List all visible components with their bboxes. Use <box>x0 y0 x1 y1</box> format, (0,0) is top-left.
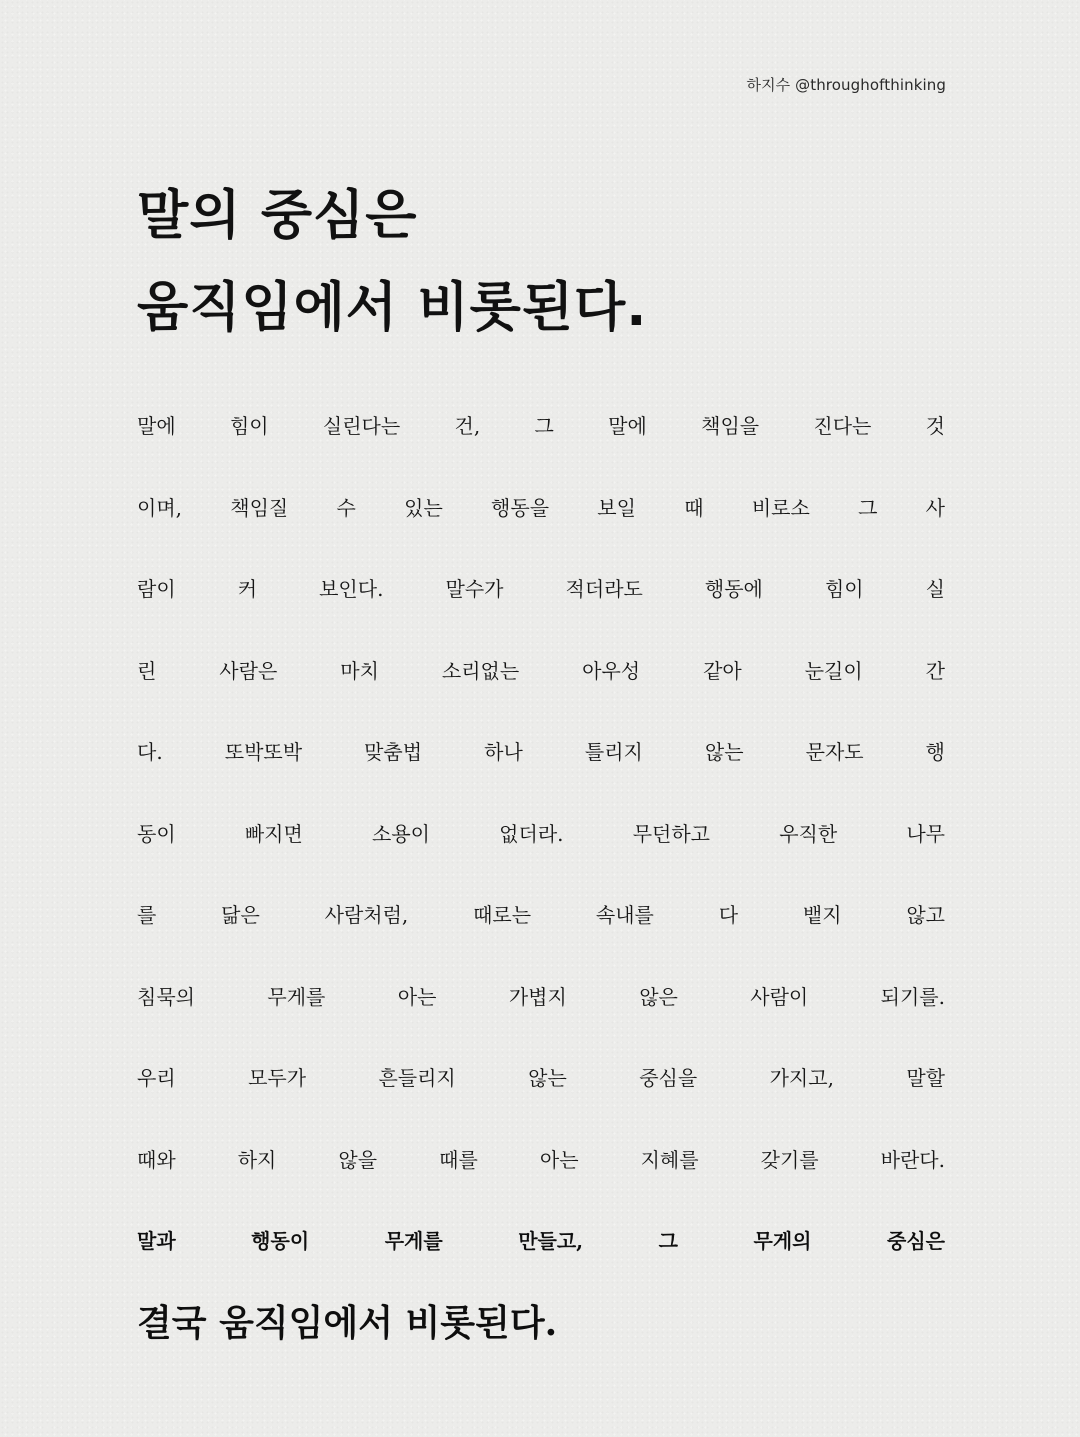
page-title <box>137 170 957 354</box>
body-line: 동이 빠지면 소용이 없더라. 무던하고 우직한 나무 <box>137 821 945 846</box>
body-line: 침묵의 무게를 아는 가볍지 않은 사람이 되기를. <box>137 984 945 1009</box>
body-text <box>137 392 945 1370</box>
title-line-2: 움직임에서 비롯된다. <box>137 277 648 338</box>
closing-line: 결국 움직임에서 비롯된다. <box>137 1301 558 1344</box>
body-line: 린 사람은 마치 소리없는 아우성 같아 눈길이 간 <box>137 658 945 683</box>
body-line: 우리 모두가 흔들리지 않는 중심을 가지고, 말할 <box>137 1066 945 1090</box>
body-line: 를 닮은 사람처럼, 때로는 속내를 다 뱉지 않고 <box>137 903 945 927</box>
body-line: 람이 커 보인다. 말수가 적더라도 행동에 힘이 실 <box>137 577 945 601</box>
closing-line: 말과 행동이 무게를 만들고, 그 무게의 중심은 <box>137 1229 945 1253</box>
body-line: 이며, 책임질 수 있는 행동을 보일 때 비로소 그 사 <box>137 495 945 520</box>
author-credit: 하지수 @throughofthinking <box>746 76 946 94</box>
title-line-1: 말의 중심은 <box>137 185 418 246</box>
body-line: 다. 또박또박 맞춤법 하나 틀리지 않는 문자도 행 <box>137 740 945 764</box>
body-line: 말에 힘이 실린다는 건, 그 말에 책임을 진다는 것 <box>137 414 945 438</box>
body-line: 때와 하지 않을 때를 아는 지혜를 갖기를 바란다. <box>137 1147 945 1172</box>
